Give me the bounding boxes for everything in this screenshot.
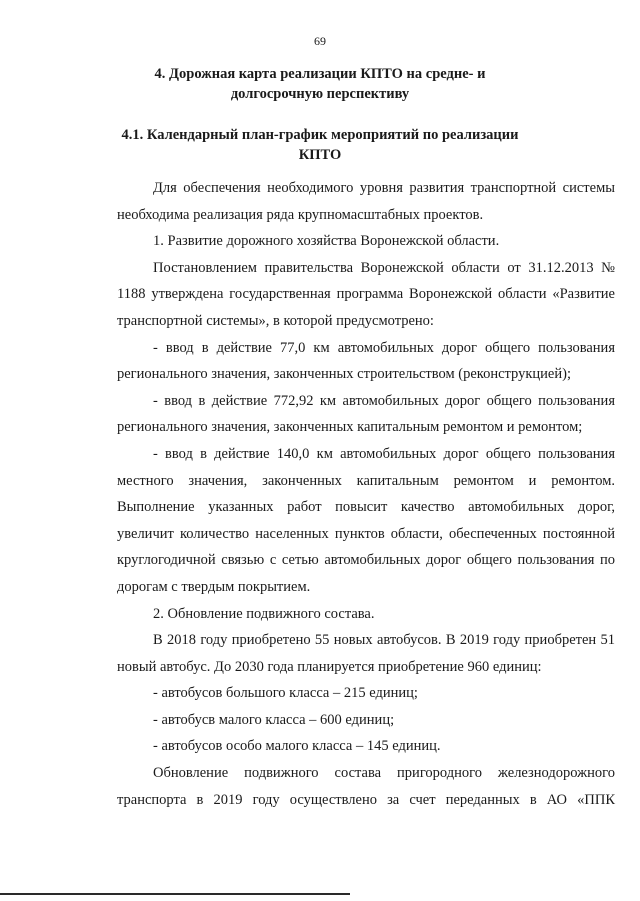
paragraph: - ввод в действие 77,0 км автомобильных дорог общего пользования регионального значения, законченных строительством (реконструкцией); <box>117 339 615 383</box>
footer-rule <box>0 893 350 895</box>
page-number: 69 <box>314 34 326 48</box>
paragraph: В 2018 году приобретено 55 новых автобусов. В 2019 году приобретен 51 новый автобус. До 2030 года планируется приобретение 960 единиц: <box>117 632 615 675</box>
section-title: 4. Дорожная карта реализации КПТО на средне- и долгосрочную перспективу <box>154 66 486 102</box>
paragraph: Обновление подвижного состава пригородного железнодорожного транспорта в 2019 году осуществлено за счет переданных в АО «ППК <box>117 765 615 808</box>
paragraph: - автобусов большого класса – 215 единиц; <box>153 685 418 702</box>
paragraph: - ввод в действие 140,0 км автомобильных дорог общего пользования местного значения, законченных капитальным ремонтом и ремонтом. Выполнение указанных работ повысит качество автомобильных дорог, увеличит количество населенных пунктов области, обеспеченных постоянной круглогодичной связью с сетью автомобильных дорог общего пользования по дорогам с твердым покрытием. <box>117 445 615 595</box>
paragraph: - автобусв малого класса – 600 единиц; <box>153 711 395 728</box>
paragraph: Постановлением правительства Воронежской области от 31.12.2013 № 1188 утверждена государственная программа Воронежской области «Развитие транспортной системы», в которой предусмотрено: <box>117 259 615 329</box>
paragraph: - ввод в действие 772,92 км автомобильных дорог общего пользования регионального значения, законченных капитальным ремонтом и ремонтом; <box>117 392 615 436</box>
paragraph: 2. Обновление подвижного состава. <box>153 605 375 622</box>
subsection-title: 4.1. Календарный план-график мероприятий по реализации КПТО <box>121 127 519 163</box>
body-text <box>117 175 615 813</box>
paragraph: - автобусов особо малого класса – 145 единиц. <box>153 738 441 755</box>
paragraph: Для обеспечения необходимого уровня развития транспортной системы необходима реализация ряда крупномасштабных проектов. <box>117 180 615 223</box>
paragraph: 1. Развитие дорожного хозяйства Воронежской области. <box>153 233 500 250</box>
